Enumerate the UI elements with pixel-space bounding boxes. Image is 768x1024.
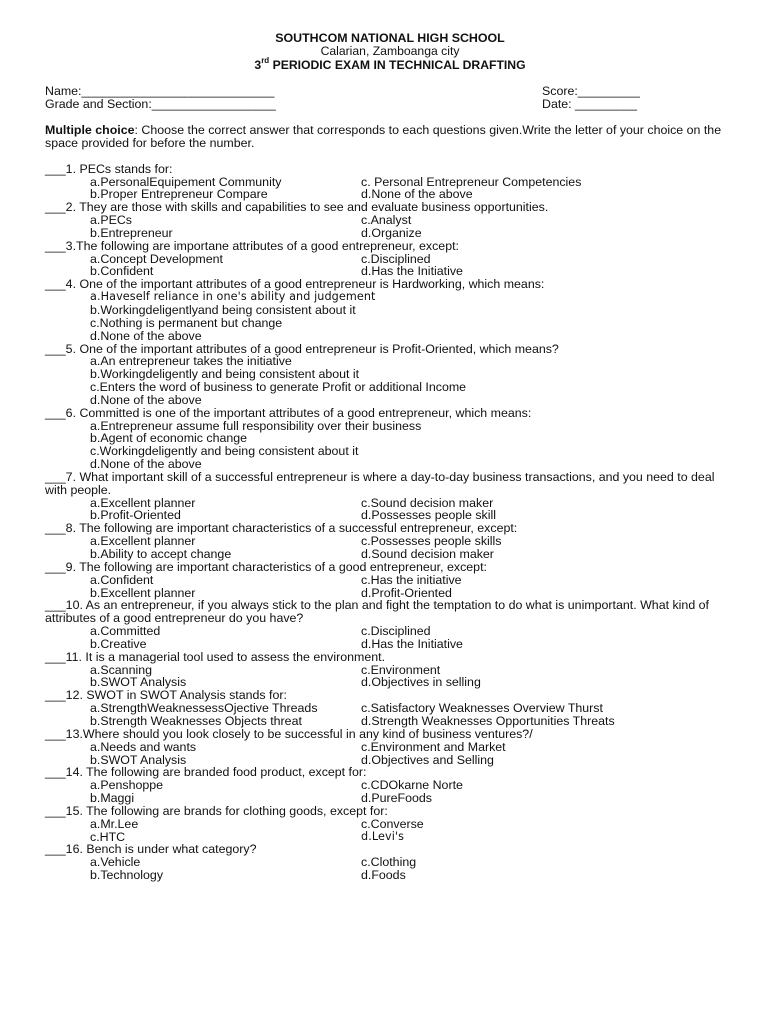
question-15	[45, 805, 735, 844]
name-field: Name:____________________________	[45, 84, 275, 98]
answer-option: c.Workingdeligently and being consistent about it	[90, 444, 359, 459]
answer-option: c.HTC	[90, 829, 126, 844]
option-row	[45, 265, 735, 278]
answer-option: d.Organize	[361, 225, 422, 240]
answer-option: a.Needs and wants	[90, 739, 197, 754]
question-stem: ___15. The following are brands for clothing goods, except for:	[45, 803, 388, 818]
exam-sheet	[45, 32, 735, 882]
instructions	[45, 124, 735, 150]
answer-option: a.Committed	[90, 624, 161, 639]
answer-option: d.Has the Initiative	[361, 264, 463, 279]
answer-option: a.PersonalEquipement Community	[90, 174, 282, 189]
grade-section-field: Grade and Section:__________________	[45, 96, 276, 111]
answer-option: a.Scanning	[90, 662, 153, 677]
question-stem: ___12. SWOT in SWOT Analysis stands for:	[45, 688, 287, 703]
question-stem: ___11. It is a managerial tool used to assess the environment.	[45, 649, 386, 664]
question-5	[45, 343, 735, 407]
answer-option: d.Profit-Oriented	[361, 585, 452, 600]
answer-option: a.Haveself reliance in one's ability and judgement	[90, 290, 376, 304]
question-stem: ___8. The following are important characteristics of a successful entrepreneur, except:	[45, 521, 518, 536]
option-row	[45, 188, 735, 201]
question-stem: ___2. They are those with skills and capabilities to see and evaluate business opportunities.	[45, 200, 549, 215]
answer-option: b.Proper Entrepreneur Compare	[90, 187, 268, 202]
exam-title-text: PERIODIC EXAM IN TECHNICAL DRAFTING	[269, 58, 526, 72]
option-row	[45, 509, 735, 522]
answer-option: b.SWOT Analysis	[90, 675, 187, 690]
answer-option: c.Enters the word of business to generate Profit or additional Income	[90, 380, 467, 395]
grade-date-row	[45, 98, 735, 111]
answer-option: d.Objectives in selling	[361, 675, 481, 690]
answer-option: c.Sound decision maker	[361, 495, 494, 510]
answer-option: b.Entrepreneur	[90, 225, 173, 240]
answer-option: b.Profit-Oriented	[90, 508, 181, 523]
option-row	[45, 741, 735, 754]
question-9	[45, 561, 735, 600]
answer-option: d.None of the above	[90, 457, 202, 472]
answer-option: c.Disciplined	[361, 251, 431, 266]
answer-option: b.Confident	[90, 264, 154, 279]
student-info-fields	[45, 85, 735, 111]
question-stem: ___16. Bench is under what category?	[45, 842, 257, 857]
question-1	[45, 163, 735, 202]
question-stem: ___13.Where should you look closely to be successful in any kind of business ventures?/	[45, 726, 533, 741]
question-3	[45, 240, 735, 279]
answer-option: c.Disciplined	[361, 624, 431, 639]
question-8	[45, 522, 735, 561]
question-stem: ___1. PECs stands for:	[45, 161, 173, 176]
answer-option: a.Excellent planner	[90, 495, 196, 510]
answer-option: a.PECs	[90, 213, 133, 228]
option-row	[45, 227, 735, 240]
option-row	[45, 625, 735, 638]
question-stem: ___7. What important skill of a successful entrepreneur is where a day-to-day business transactions, and you need to deal with people.	[45, 469, 715, 497]
school-address: Calarian, Zamboanga city	[320, 44, 460, 58]
option-row	[45, 792, 735, 805]
answer-option: b.Workingdeligentlyand being consistent about it	[90, 302, 356, 317]
answer-option: a.Mr.Lee	[90, 816, 139, 831]
question-stem: ___5. One of the important attributes of a good entrepreneur is Profit-Oriented, which means?	[45, 341, 559, 356]
answer-option: a.Confident	[90, 572, 154, 587]
answer-option: d.None of the above	[90, 328, 202, 343]
question-4	[45, 278, 735, 342]
answer-option: d.None of the above	[361, 187, 473, 202]
question-14	[45, 766, 735, 805]
date-field: Date: _________	[542, 96, 638, 111]
answer-option: c.CDOkarne Norte	[361, 778, 463, 793]
answer-option: d.Levi's	[361, 829, 405, 843]
question-list	[45, 163, 735, 882]
exam-title	[45, 55, 735, 72]
question-stem: ___10. As an entrepreneur, if you always stick to the plan and fight the temptation to do what is unimportant. What kind of attributes of a good entrepreneur do you have?	[45, 598, 709, 626]
answer-option: c.Satisfactory Weaknesses Overview Thurst	[361, 701, 603, 716]
option-row	[45, 214, 735, 227]
answer-option: a.StrengthWeaknessessOjective Threads	[90, 701, 318, 716]
answer-option: c.Converse	[361, 816, 424, 831]
option-row	[45, 587, 735, 600]
question-7	[45, 471, 735, 522]
answer-option: b.SWOT Analysis	[90, 752, 187, 767]
question-16	[45, 843, 735, 882]
answer-option: d.None of the above	[90, 392, 202, 407]
option-row	[45, 574, 735, 587]
instructions-label: Multiple choice	[45, 122, 135, 137]
exam-title-ordinal: rd	[261, 55, 270, 65]
answer-option: b.Creative	[90, 636, 147, 651]
answer-option: c.Environment and Market	[361, 739, 506, 754]
answer-option: c.Clothing	[361, 855, 417, 870]
question-stem: ___14. The following are branded food product, except for:	[45, 765, 367, 780]
answer-option: b.Agent of economic change	[90, 431, 248, 446]
answer-option: c.Has the initiative	[361, 572, 462, 587]
instructions-text: : Choose the correct answer that corresponds to each questions given.Write the letter of your choice on the space provided for before the number.	[45, 122, 722, 150]
answer-option: a.Concept Development	[90, 251, 223, 266]
answer-option: a.An entrepreneur takes the initiative	[90, 354, 292, 369]
answer-option: d.Has the Initiative	[361, 636, 463, 651]
answer-option: b.Workingdeligently and being consistent about it	[90, 367, 360, 382]
answer-option: c.Analyst	[361, 213, 412, 228]
answer-option: a.Excellent planner	[90, 534, 196, 549]
answer-option: c. Personal Entrepreneur Competencies	[361, 174, 582, 189]
question-13	[45, 728, 735, 767]
question-stem: ___4. One of the important attributes of a good entrepreneur is Hardworking, which means:	[45, 277, 545, 292]
answer-option: b.Maggi	[90, 791, 135, 806]
option-row	[45, 638, 735, 651]
school-name: SOUTHCOM NATIONAL HIGH SCHOOL	[275, 31, 505, 45]
exam-title-number: 3	[254, 58, 262, 72]
option-row	[45, 715, 735, 728]
option-row	[45, 548, 735, 561]
question-stem: ___6. Committed is one of the important attributes of a good entrepreneur, which means:	[45, 405, 532, 420]
question-stem: ___3.The following are importane attributes of a good entrepreneur, except:	[45, 238, 459, 253]
answer-option: d.Possesses people skill	[361, 508, 496, 523]
question-10	[45, 599, 735, 650]
question-6	[45, 407, 735, 471]
answer-option: a.Entrepreneur assume full responsibility over their business	[90, 418, 422, 433]
option-row	[45, 818, 735, 831]
question-stem: ___9. The following are important characteristics of a good entrepreneur, except:	[45, 559, 487, 574]
answer-option: c.Environment	[361, 662, 441, 677]
answer-option: b.Strength Weaknesses Objects threat	[90, 713, 302, 728]
answer-option: d.Objectives and Selling	[361, 752, 494, 767]
question-12	[45, 689, 735, 728]
answer-option: d.PureFoods	[361, 791, 432, 806]
answer-option: a.Penshoppe	[90, 778, 164, 793]
score-field: Score:_________	[542, 84, 640, 98]
answer-option: c.Possesses people skills	[361, 534, 502, 549]
answer-option: c.Nothing is permanent but change	[90, 315, 283, 330]
answer-option: b.Ability to accept change	[90, 547, 232, 561]
answer-option: b.Excellent planner	[90, 585, 196, 600]
option-row	[45, 869, 735, 882]
option-row	[45, 676, 735, 689]
option-row	[45, 754, 735, 767]
option-row	[45, 831, 735, 844]
question-11	[45, 651, 735, 690]
question-2	[45, 201, 735, 240]
answer-option: d.Strength Weaknesses Opportunities Threats	[361, 713, 615, 728]
answer-option: d.Foods	[361, 868, 406, 883]
answer-option: d.Sound decision maker	[361, 547, 494, 561]
answer-option: b.Technology	[90, 868, 164, 883]
answer-option: a.Vehicle	[90, 855, 141, 870]
